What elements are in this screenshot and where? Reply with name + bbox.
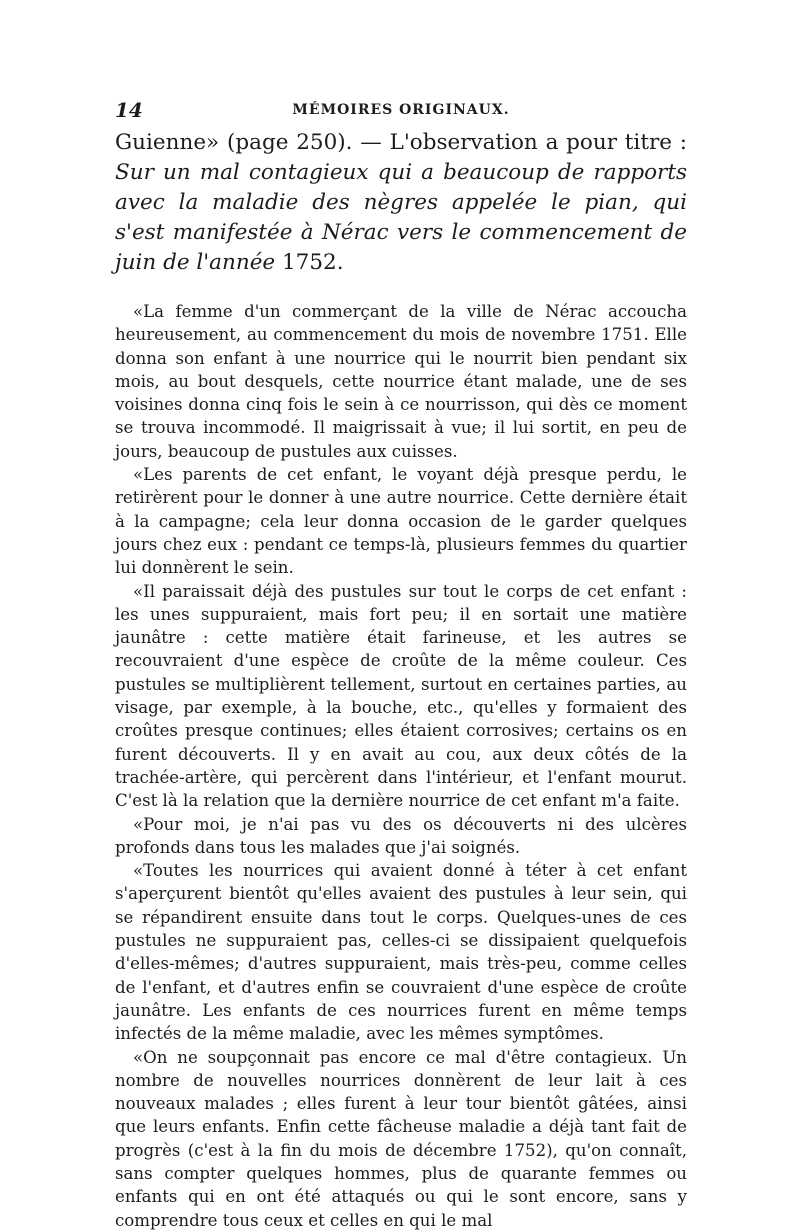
paragraph-2: «Les parents de cet enfant, le voyant déjà presque perdu, le retirèrent pour le donner à une autre nourrice. Cette dernière était à la campagne; cela leur donna occasion de le garder quelques jours chez eux : pendant ce temps-là, plusieurs femmes du quartier lui donnèrent le sein. — [115, 465, 687, 578]
paragraph-4: «Pour moi, je n'ai pas vu des os découverts ni des ulcères profonds dans tous les malades que j'ai soignés. — [115, 814, 687, 857]
page-header — [115, 98, 687, 122]
paragraph-1: «La femme d'un commerçant de la ville de Nérac accoucha heureusement, au commencement du mois de novembre 1751. Elle donna son enfant à une nourrice qui le nourrit bien pendant six mois, au bout desquels, cette nourrice étant malade, une de ses voisines donna cinq fois le sein à ce nourrisson, qui dès ce moment se trouva incommodé. Il maigrissait à vue; il lui sortit, en peu de jours, beaucoup de pustules aux cuisses. — [115, 302, 687, 461]
paragraph-3: «Il paraissait déjà des pustules sur tout le corps de cet enfant : les unes suppuraient, mais fort peu; il en sortait une matière jaunâtre : cette matière était farineuse, et les autres se recouvraient d'une espèce de croûte de la même couleur. Ces pustules se multiplièrent tellement, surtout en certaines parties, au visage, par exemple, à la bouche, etc., qu'elles y formaient des croûtes presque continues; elles étaient corrosives; certains os en furent découverts. Il y en avait au cou, aux deux côtés de la trachée-artère, qui percèrent dans l'intérieur, et l'enfant mourut. C'est là la relation que la dernière nourrice de cet enfant m'a faite. — [115, 581, 687, 811]
observation-year: 1752. — [275, 250, 344, 275]
running-title: MÉMOIRES ORIGINAUX. — [292, 102, 510, 118]
page-number: 14 — [115, 98, 143, 122]
intro-paragraph — [115, 128, 687, 278]
intro-lead: Guienne» (page 250). — L'observation a pour titre : — [115, 130, 687, 155]
observation-title: Sur un mal contagieux qui a beaucoup de rapports avec la maladie des nègres appelée le pian, qui s'est manifestée à Nérac vers le commencement de juin de l'année — [115, 160, 687, 275]
book-page — [115, 98, 687, 1232]
paragraph-6: «On ne soupçonnait pas encore ce mal d'être contagieux. Un nombre de nouvelles nourrices donnèrent de leur lait à ces nouveaux malades ; elles furent à leur tour bientôt gâtées, ainsi que leurs enfants. Enfin cette fâcheuse maladie a déjà tant fait de progrès (c'est à la fin du mois de décembre 1752), qu'on connaît, sans compter quelques hommes, plus de quarante femmes ou enfants qui en ont été attaqués ou qui le sont encore, sans y comprendre tous ceux et celles en qui le mal — [115, 1047, 687, 1230]
paragraph-5: «Toutes les nourrices qui avaient donné à téter à cet enfant s'aperçurent bientôt qu'elles avaient des pustules à leur sein, qui se répandirent ensuite dans tout le corps. Quelques-unes de ces pustules ne suppuraient pas, celles-ci se dissipaient quelquefois d'elles-mêmes; d'autres suppuraient, mais très-peu, comme celles de l'enfant, et d'autres enfin se couvraient d'une espèce de croûte jaunâtre. Les enfants de ces nourrices furent en même temps infectés de la même maladie, avec les mêmes symptômes. — [115, 861, 687, 1044]
